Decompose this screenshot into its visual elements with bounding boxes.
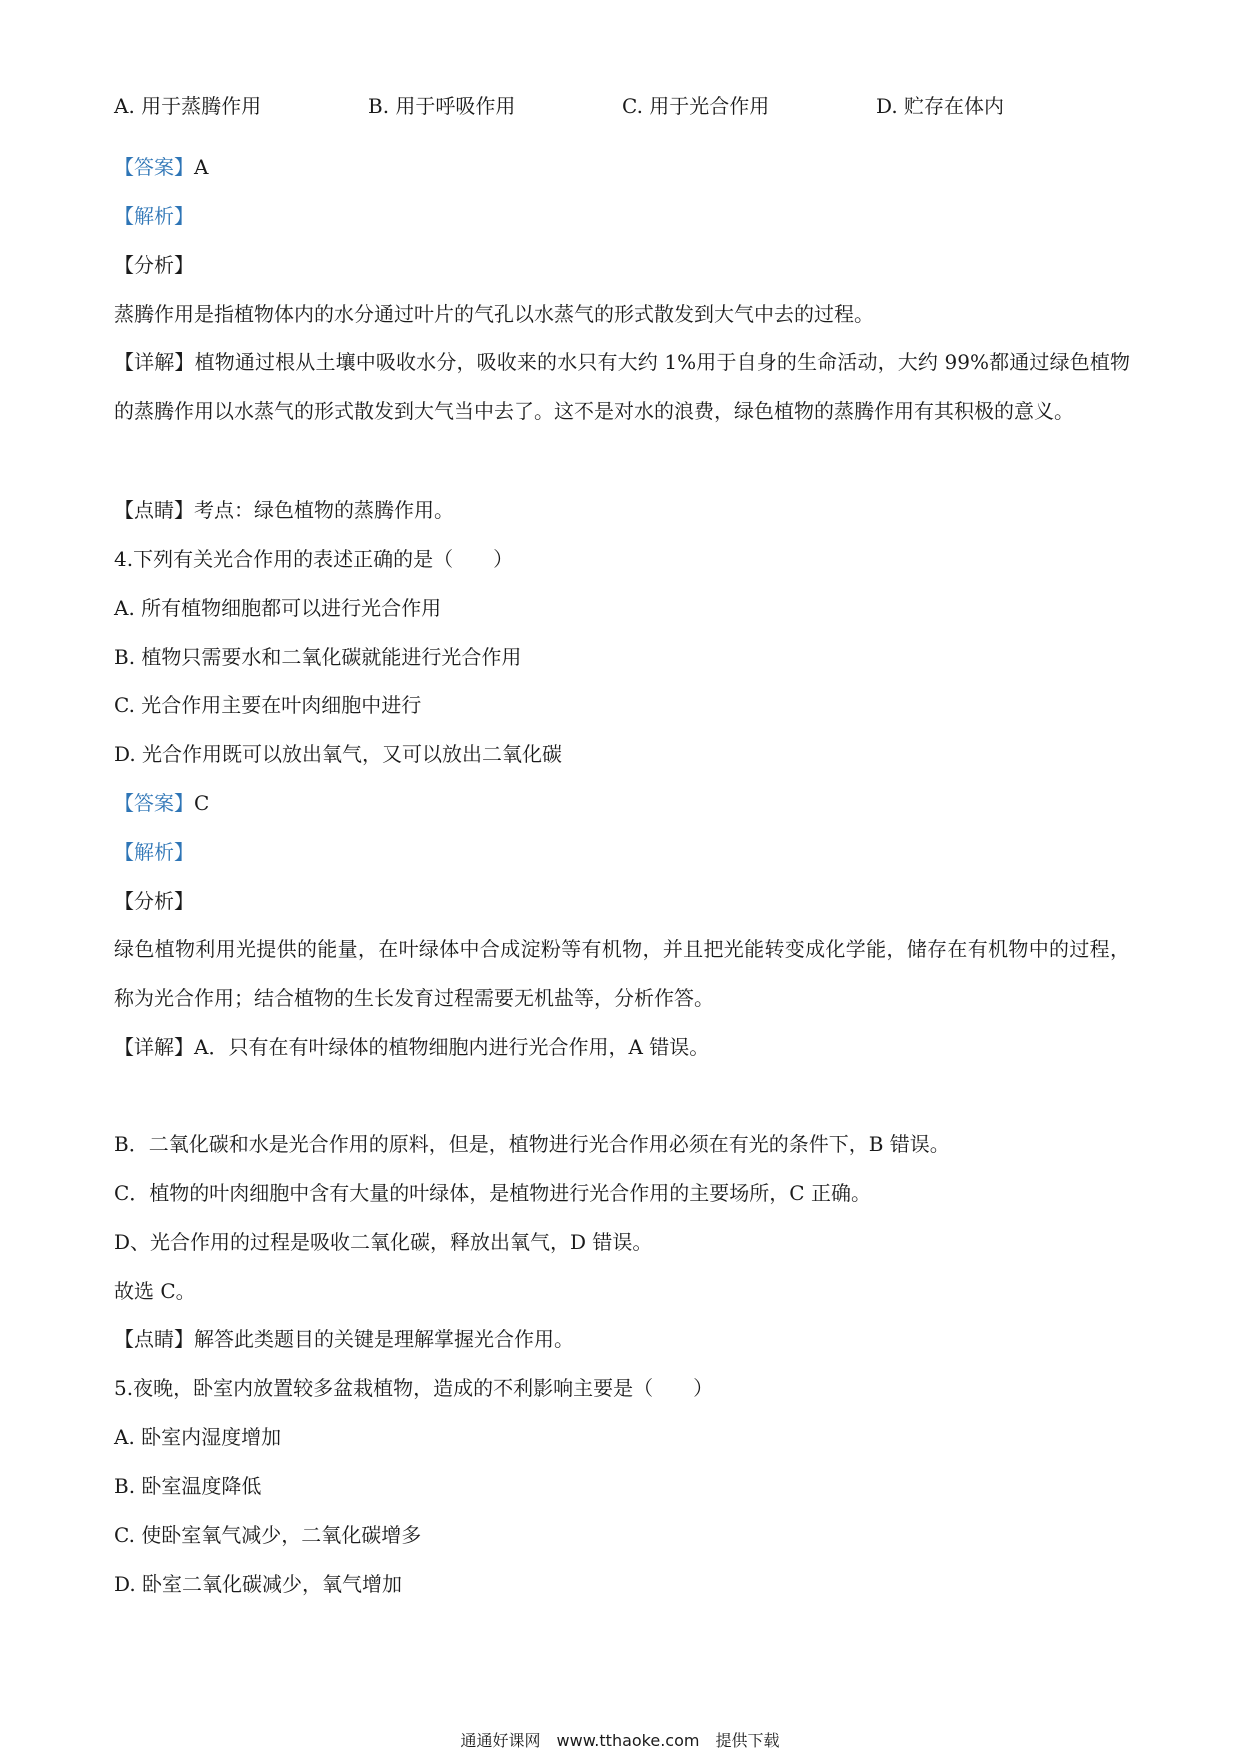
q4-dianjing [114, 1326, 574, 1352]
q5-option-b: B. 卧室温度降低 [114, 1474, 262, 1498]
q4-option-c: C. 光合作用主要在叶肉细胞中进行 [114, 693, 422, 717]
q3-dianjing [114, 497, 454, 523]
q3-answer [114, 154, 208, 180]
q4-detail-c: C．植物的叶肉细胞中含有大量的叶绿体，是植物进行光合作用的主要场所，C 正确。 [114, 1181, 871, 1205]
q3-fenxi-text: 蒸腾作用是指植物体内的水分通过叶片的气孔以水蒸气的形式散发到大气中去的过程。 [114, 302, 874, 326]
q3-fenxi-label: 【分析】 [114, 253, 194, 277]
answer-value: C [194, 791, 210, 815]
q3-analysis-label: 【解析】 [114, 204, 194, 228]
q4-detail-b: B．二氧化碳和水是光合作用的原料，但是，植物进行光合作用必须在有光的条件下，B 错误。 [114, 1132, 950, 1156]
q3-option-a: A. 用于蒸腾作用 [114, 94, 262, 118]
q5-option-d: D. 卧室二氧化碳减少，氧气增加 [114, 1572, 403, 1596]
answer-value: A [194, 155, 209, 179]
q5-option-c: C. 使卧室氧气减少，二氧化碳增多 [114, 1523, 422, 1547]
q4-detail-a [114, 1034, 709, 1060]
answer-label: 【答案】 [114, 791, 194, 815]
q4-detail-d: D、光合作用的过程是吸收二氧化碳，释放出氧气，D 错误。 [114, 1230, 653, 1254]
detail-label: 【详解】 [114, 1035, 194, 1059]
dianjing-text: 考点：绿色植物的蒸腾作用。 [194, 498, 454, 522]
q4-option-a: A. 所有植物细胞都可以进行光合作用 [114, 596, 442, 620]
q4-fenxi-label: 【分析】 [114, 889, 194, 913]
q4-answer [114, 790, 209, 816]
q3-option-b: B. 用于呼吸作用 [368, 94, 516, 118]
q4-conclusion: 故选 C。 [114, 1279, 196, 1303]
detail-text: A．只有在有叶绿体的植物细胞内进行光合作用，A 错误。 [194, 1035, 710, 1059]
q4-option-b: B. 植物只需要水和二氧化碳就能进行光合作用 [114, 645, 522, 669]
detail-label: 【详解】 [114, 350, 195, 374]
detail-text: 植物通过根从土壤中吸收水分，吸收来的水只有大约 1%用于自身的生命活动，大约 99%都通过绿色植物的蒸腾作用以水蒸气的形式散发到大气当中去了。这不是对水的浪费，绿色植物的蒸腾作用有其积极的意义。 [114, 350, 1131, 423]
answer-label: 【答案】 [114, 155, 194, 179]
q4-question: 4.下列有关光合作用的表述正确的是（ ） [114, 547, 514, 571]
q4-option-d: D. 光合作用既可以放出氧气，又可以放出二氧化碳 [114, 742, 563, 766]
dianjing-text: 解答此类题目的关键是理解掌握光合作用。 [194, 1327, 574, 1351]
q3-option-d: D. 贮存在体内 [876, 94, 1005, 118]
q3-option-c: C. 用于光合作用 [622, 94, 770, 118]
page-footer: 通通好课网 www.tthaoke.com 提供下载 [460, 1731, 780, 1750]
q3-detail [114, 338, 1130, 436]
dianjing-label: 【点睛】 [114, 1327, 194, 1351]
dianjing-label: 【点睛】 [114, 498, 194, 522]
q5-option-a: A. 卧室内湿度增加 [114, 1425, 282, 1449]
q4-analysis-label: 【解析】 [114, 840, 194, 864]
q4-fenxi-text: 绿色植物利用光提供的能量，在叶绿体中合成淀粉等有机物，并且把光能转变成化学能，储存在有机物中的过程，称为光合作用；结合植物的生长发育过程需要无机盐等，分析作答。 [114, 937, 1130, 1010]
q5-question: 5.夜晚，卧室内放置较多盆栽植物，造成的不利影响主要是（ ） [114, 1376, 714, 1400]
